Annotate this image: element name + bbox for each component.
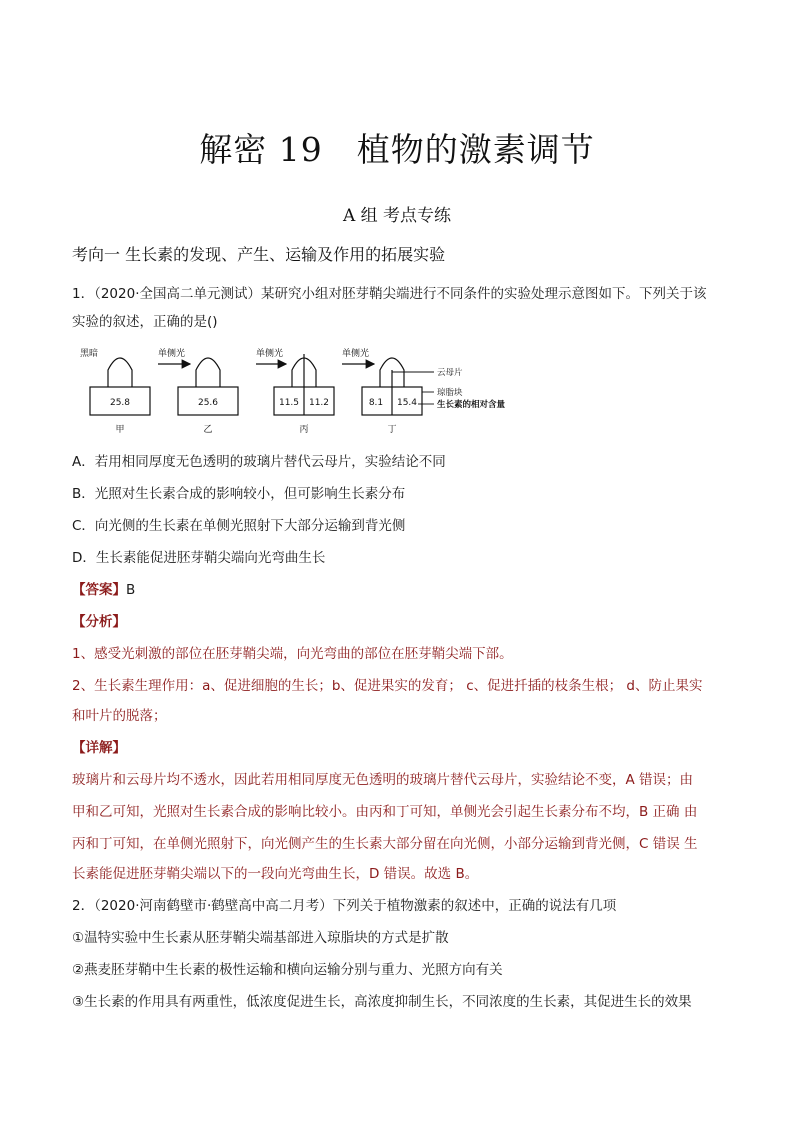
legend-content: 生长素的相对含量 <box>437 400 506 410</box>
legend-mica: 云母片 <box>437 368 463 378</box>
q2-item-3: ③生长素的作用具有两重性，低浓度促进生长，高浓度抑制生长，不同浓度的生长素，其促进生长的效果 <box>72 994 692 1010</box>
coleoptile-tip-jia <box>108 358 132 387</box>
detail-line-2: 甲和乙可知，光照对生长素合成的影响比较小。由丙和丁可知，单侧光会引起生长素分布不均，B 正确 由 <box>72 804 698 820</box>
detail-line-4: 长素能促进胚芽鞘尖端以下的一段向光弯曲生长，D 错误。故选 B。 <box>72 866 479 882</box>
group-label-bing: 丙 <box>299 425 309 435</box>
analysis-line-3: 和叶片的脱落； <box>72 708 167 724</box>
group-label-jia: 甲 <box>115 425 125 435</box>
analysis-line-1: 1、感受光刺激的部位在胚芽鞘尖端，向光弯曲的部位在胚芽鞘尖端下部。 <box>72 646 513 662</box>
answer-value: B <box>126 582 136 598</box>
group-heading: A 组 考点专练 <box>342 206 452 226</box>
value-ding-right: 15.4 <box>396 398 418 408</box>
q1-option-d: D．生长素能促进胚芽鞘尖端向光弯曲生长 <box>72 550 326 566</box>
section-heading: 考向一 生长素的发现、产生、运输及作用的拓展实验 <box>72 245 446 264</box>
q1-option-b: B．光照对生长素合成的影响较小，但可影响生长素分布 <box>72 486 406 502</box>
q2-item-1: ①温特实验中生长素从胚芽鞘尖端基部进入琼脂块的方式是扩散 <box>72 930 449 946</box>
q1-option-c: C．向光侧的生长素在单侧光照射下大部分运输到背光侧 <box>72 518 406 534</box>
q2-item-2: ②燕麦胚芽鞘中生长素的极性运输和横向运输分别与重力、光照方向有关 <box>72 962 503 978</box>
detail-tag: 【详解】 <box>72 740 126 756</box>
q1-option-a: A．若用相同厚度无色透明的玻璃片替代云母片，实验结论不同 <box>72 454 446 470</box>
q1-stem-line-1: 1．（2020·全国高二单元测试）某研究小组对胚芽鞘尖端进行不同条件的实验处理示意图如下。下列关于该 <box>72 286 707 302</box>
detail-line-1: 玻璃片和云母片均不透水，因此若用相同厚度无色透明的玻璃片替代云母片，实验结论不变，A 错误；由 <box>72 772 694 788</box>
page-title: 解密 19 植物的激素调节 <box>199 130 595 169</box>
detail-line-3: 丙和丁可知，在单侧光照射下，向光侧产生的生长素大部分留在向光侧，小部分运输到背光侧，C 错误 生 <box>72 836 698 852</box>
legend-agar: 琼脂块 <box>437 388 463 398</box>
label-light-yi: 单侧光 <box>158 349 186 359</box>
coleoptile-tip-yi <box>196 358 220 387</box>
q2-stem: 2．（2020·河南鹤壁市·鹤壁高中高二月考）下列关于植物激素的叙述中，正确的说法有几项 <box>72 898 617 914</box>
analysis-tag: 【分析】 <box>72 614 126 630</box>
group-label-ding: 丁 <box>387 425 397 435</box>
answer-tag: 【答案】 <box>72 582 126 598</box>
label-light-ding: 单侧光 <box>342 349 370 359</box>
value-yi: 25.6 <box>197 398 219 408</box>
label-light-bing: 单侧光 <box>256 349 284 359</box>
value-bing-left: 11.5 <box>278 398 300 408</box>
analysis-line-2: 2、生长素生理作用：a、促进细胞的生长；b、促进果实的发育； c、促进扦插的枝条生根； d、防止果实 <box>72 678 703 694</box>
value-bing-right: 11.2 <box>308 398 330 408</box>
q1-stem-line-2: 实验的叙述，正确的是() <box>72 314 218 330</box>
experiment-figure <box>78 342 538 438</box>
q1-answer-row <box>72 580 732 600</box>
group-label-yi: 乙 <box>203 425 213 435</box>
label-dark: 黑暗 <box>80 349 99 359</box>
value-ding-left: 8.1 <box>368 398 384 408</box>
value-jia: 25.8 <box>109 398 131 408</box>
